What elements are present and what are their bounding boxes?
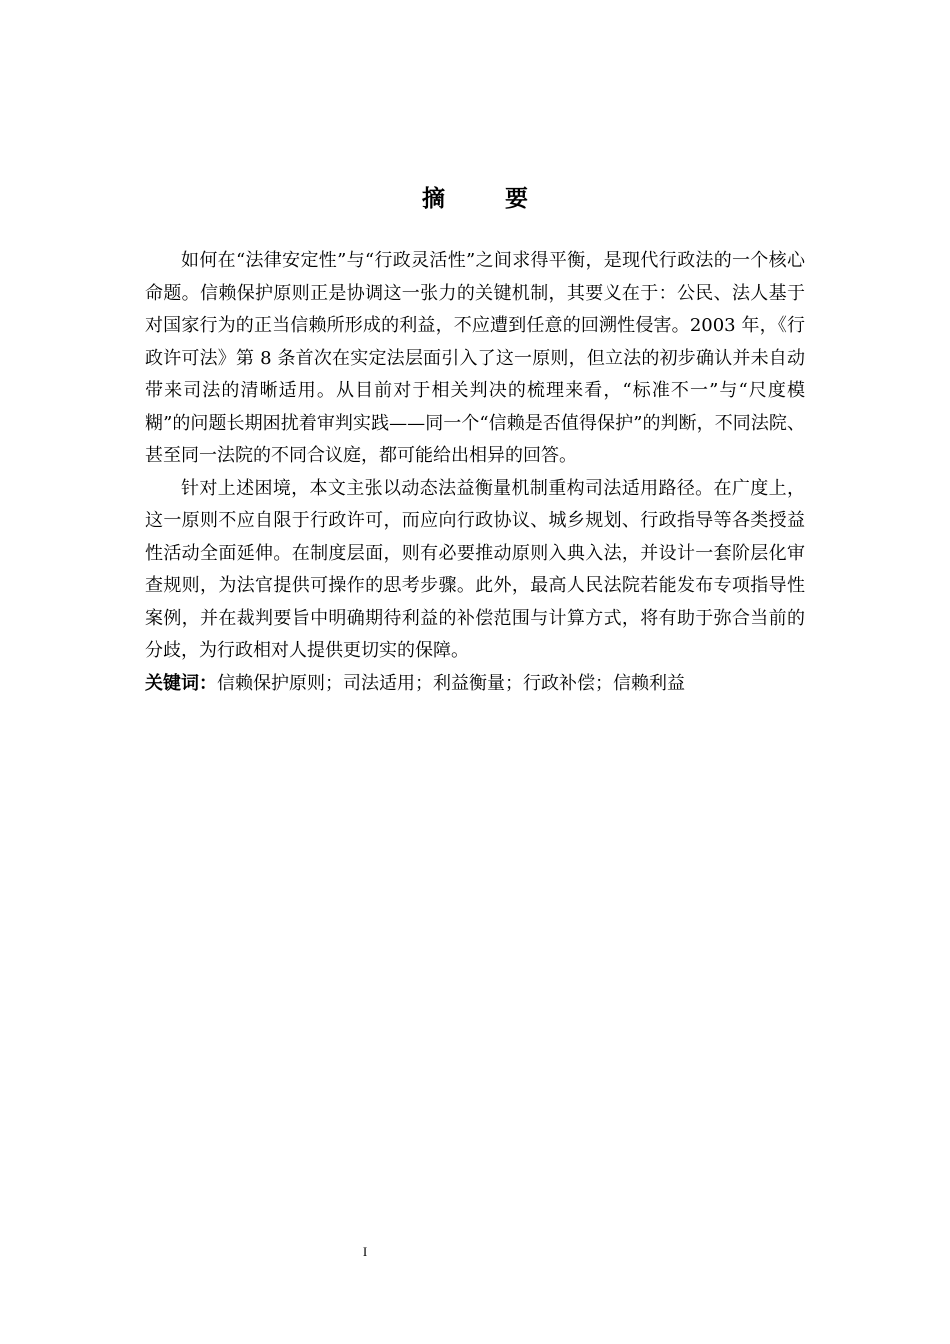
keywords-line <box>145 668 805 701</box>
abstract-paragraph-1: 如何在“法律安定性”与“行政灵活性”之间求得平衡，是现代行政法的一个核心命题。信赖保护原则正是协调这一张力的关键机制，其要义在于：公民、法人基于对国家行为的正当信赖所形成的利益，不应遭到任意的回溯性侵害。2003 年，《行政许可法》第 8 条首次在实定法层面引入了这一原则，但立法的初步确认并未自动带来司法的清晰适用。从目前对于相关判决的梳理来看，“标准不一”与“尺度模糊”的问题长期困扰着审判实践——同一个“信赖是否值得保护”的判断，不同法院、甚至同一法院的不同合议庭，都可能给出相异的回答。 <box>145 250 805 466</box>
abstract-body <box>145 245 805 700</box>
keywords-label: 关键词： <box>145 672 217 694</box>
page-number: I <box>362 1244 368 1259</box>
abstract-paragraph-2: 针对上述困境，本文主张以动态法益衡量机制重构司法适用路径。在广度上，这一原则不应自限于行政许可，而应向行政协议、城乡规划、行政指导等各类授益性活动全面延伸。在制度层面，则有必要推动原则入典入法，并设计一套阶层化审查规则，为法官提供可操作的思考步骤。此外，最高人民法院若能发布专项指导性案例，并在裁判要旨中明确期待利益的补偿范围与计算方式，将有助于弥合当前的分歧，为行政相对人提供更切实的保障。 <box>145 477 805 661</box>
abstract-title: 摘 要 <box>421 186 554 212</box>
keywords-text: 信赖保护原则；司法适用；利益衡量；行政补偿；信赖利益 <box>217 672 685 694</box>
